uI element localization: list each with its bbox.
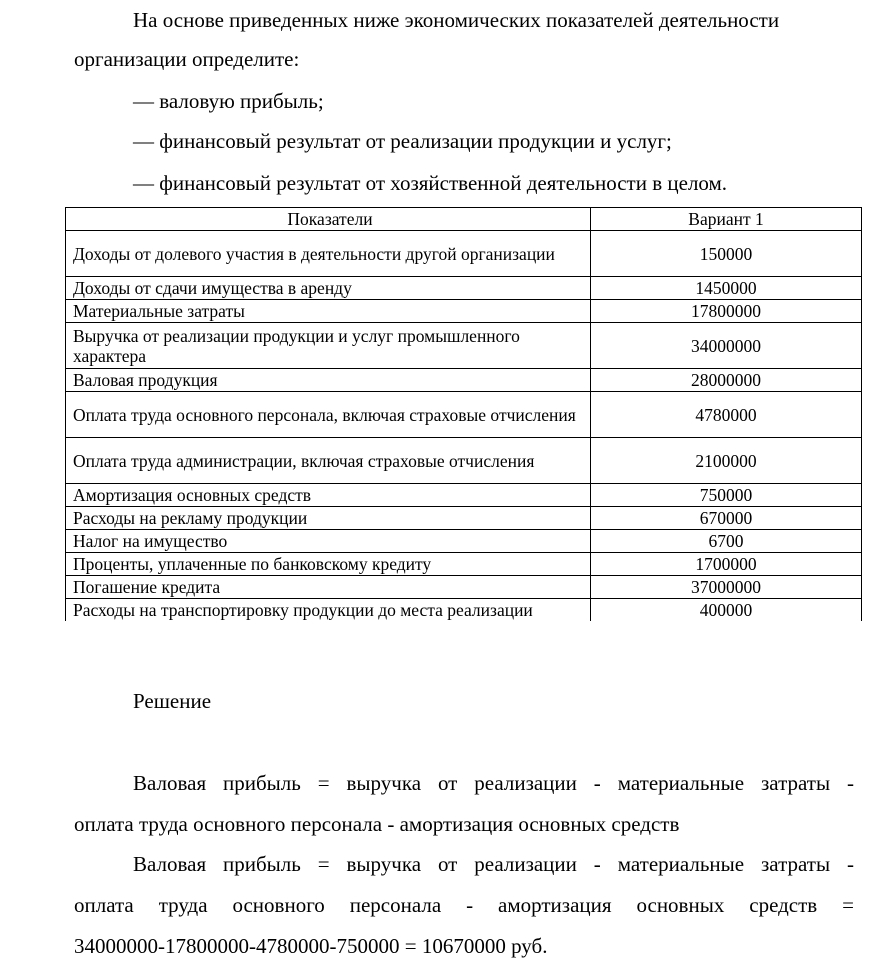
row-value: 150000 xyxy=(591,231,862,277)
table-row xyxy=(66,576,862,599)
table-row xyxy=(66,507,862,530)
row-name: Валовая продукция xyxy=(66,369,591,392)
table-header-row xyxy=(66,208,862,231)
row-name: Погашение кредита xyxy=(66,576,591,599)
row-name: Выручка от реализации продукции и услуг промышленного характера xyxy=(66,323,591,369)
row-value: 400000 xyxy=(591,599,862,622)
intro-line-1: На основе приведенных ниже экономических показателей деятельности xyxy=(133,8,780,32)
row-value: 1450000 xyxy=(591,277,862,300)
row-value: 6700 xyxy=(591,530,862,553)
table-row xyxy=(66,599,862,622)
row-name: Материальные затраты xyxy=(66,300,591,323)
table-row xyxy=(66,277,862,300)
row-value: 17800000 xyxy=(591,300,862,323)
row-value: 28000000 xyxy=(591,369,862,392)
calculation-line-1: Валовая прибыль = выручка от реализации - материальные затраты - xyxy=(133,852,854,876)
task-item-overall-result: — финансовый результат от хозяйственной деятельности в целом. xyxy=(133,171,728,195)
table-row xyxy=(66,300,862,323)
row-value: 750000 xyxy=(591,484,862,507)
indicators-table xyxy=(65,207,862,621)
intro-line-2: организации определите: xyxy=(74,47,300,71)
task-item-sales-result: — финансовый результат от реализации продукции и услуг; xyxy=(133,129,672,153)
header-variant-1: Вариант 1 xyxy=(591,208,862,231)
formula-line-1: Валовая прибыль = выручка от реализации - материальные затраты - xyxy=(133,771,854,795)
row-name: Налог на имущество xyxy=(66,530,591,553)
row-name: Оплата труда администрации, включая страховые отчисления xyxy=(66,438,591,484)
row-name: Оплата труда основного персонала, включая страховые отчисления xyxy=(66,392,591,438)
row-value: 1700000 xyxy=(591,553,862,576)
row-value: 2100000 xyxy=(591,438,862,484)
row-value: 34000000 xyxy=(591,323,862,369)
row-value: 4780000 xyxy=(591,392,862,438)
row-name: Проценты, уплаченные по банковскому кредиту xyxy=(66,553,591,576)
calculation-line-2: оплата труда основного персонала - амортизация основных средств = xyxy=(74,893,854,917)
row-name: Расходы на рекламу продукции xyxy=(66,507,591,530)
table-row xyxy=(66,369,862,392)
table-row xyxy=(66,553,862,576)
header-indicators: Показатели xyxy=(66,208,591,231)
table-row xyxy=(66,392,862,438)
table-row xyxy=(66,484,862,507)
table-row xyxy=(66,323,862,369)
calculation-result: 34000000-17800000-4780000-750000 = 10670000 руб. xyxy=(74,934,548,958)
task-item-gross-profit: — валовую прибыль; xyxy=(133,89,324,113)
row-name: Доходы от долевого участия в деятельности другой организации xyxy=(66,231,591,277)
formula-line-2: оплата труда основного персонала - амортизация основных средств xyxy=(74,812,680,836)
row-value: 37000000 xyxy=(591,576,862,599)
row-value: 670000 xyxy=(591,507,862,530)
table-row xyxy=(66,530,862,553)
row-name: Амортизация основных средств xyxy=(66,484,591,507)
solution-heading: Решение xyxy=(133,689,212,713)
row-name: Доходы от сдачи имущества в аренду xyxy=(66,277,591,300)
table-row xyxy=(66,438,862,484)
table-row xyxy=(66,231,862,277)
row-name: Расходы на транспортировку продукции до места реализации xyxy=(66,599,591,622)
